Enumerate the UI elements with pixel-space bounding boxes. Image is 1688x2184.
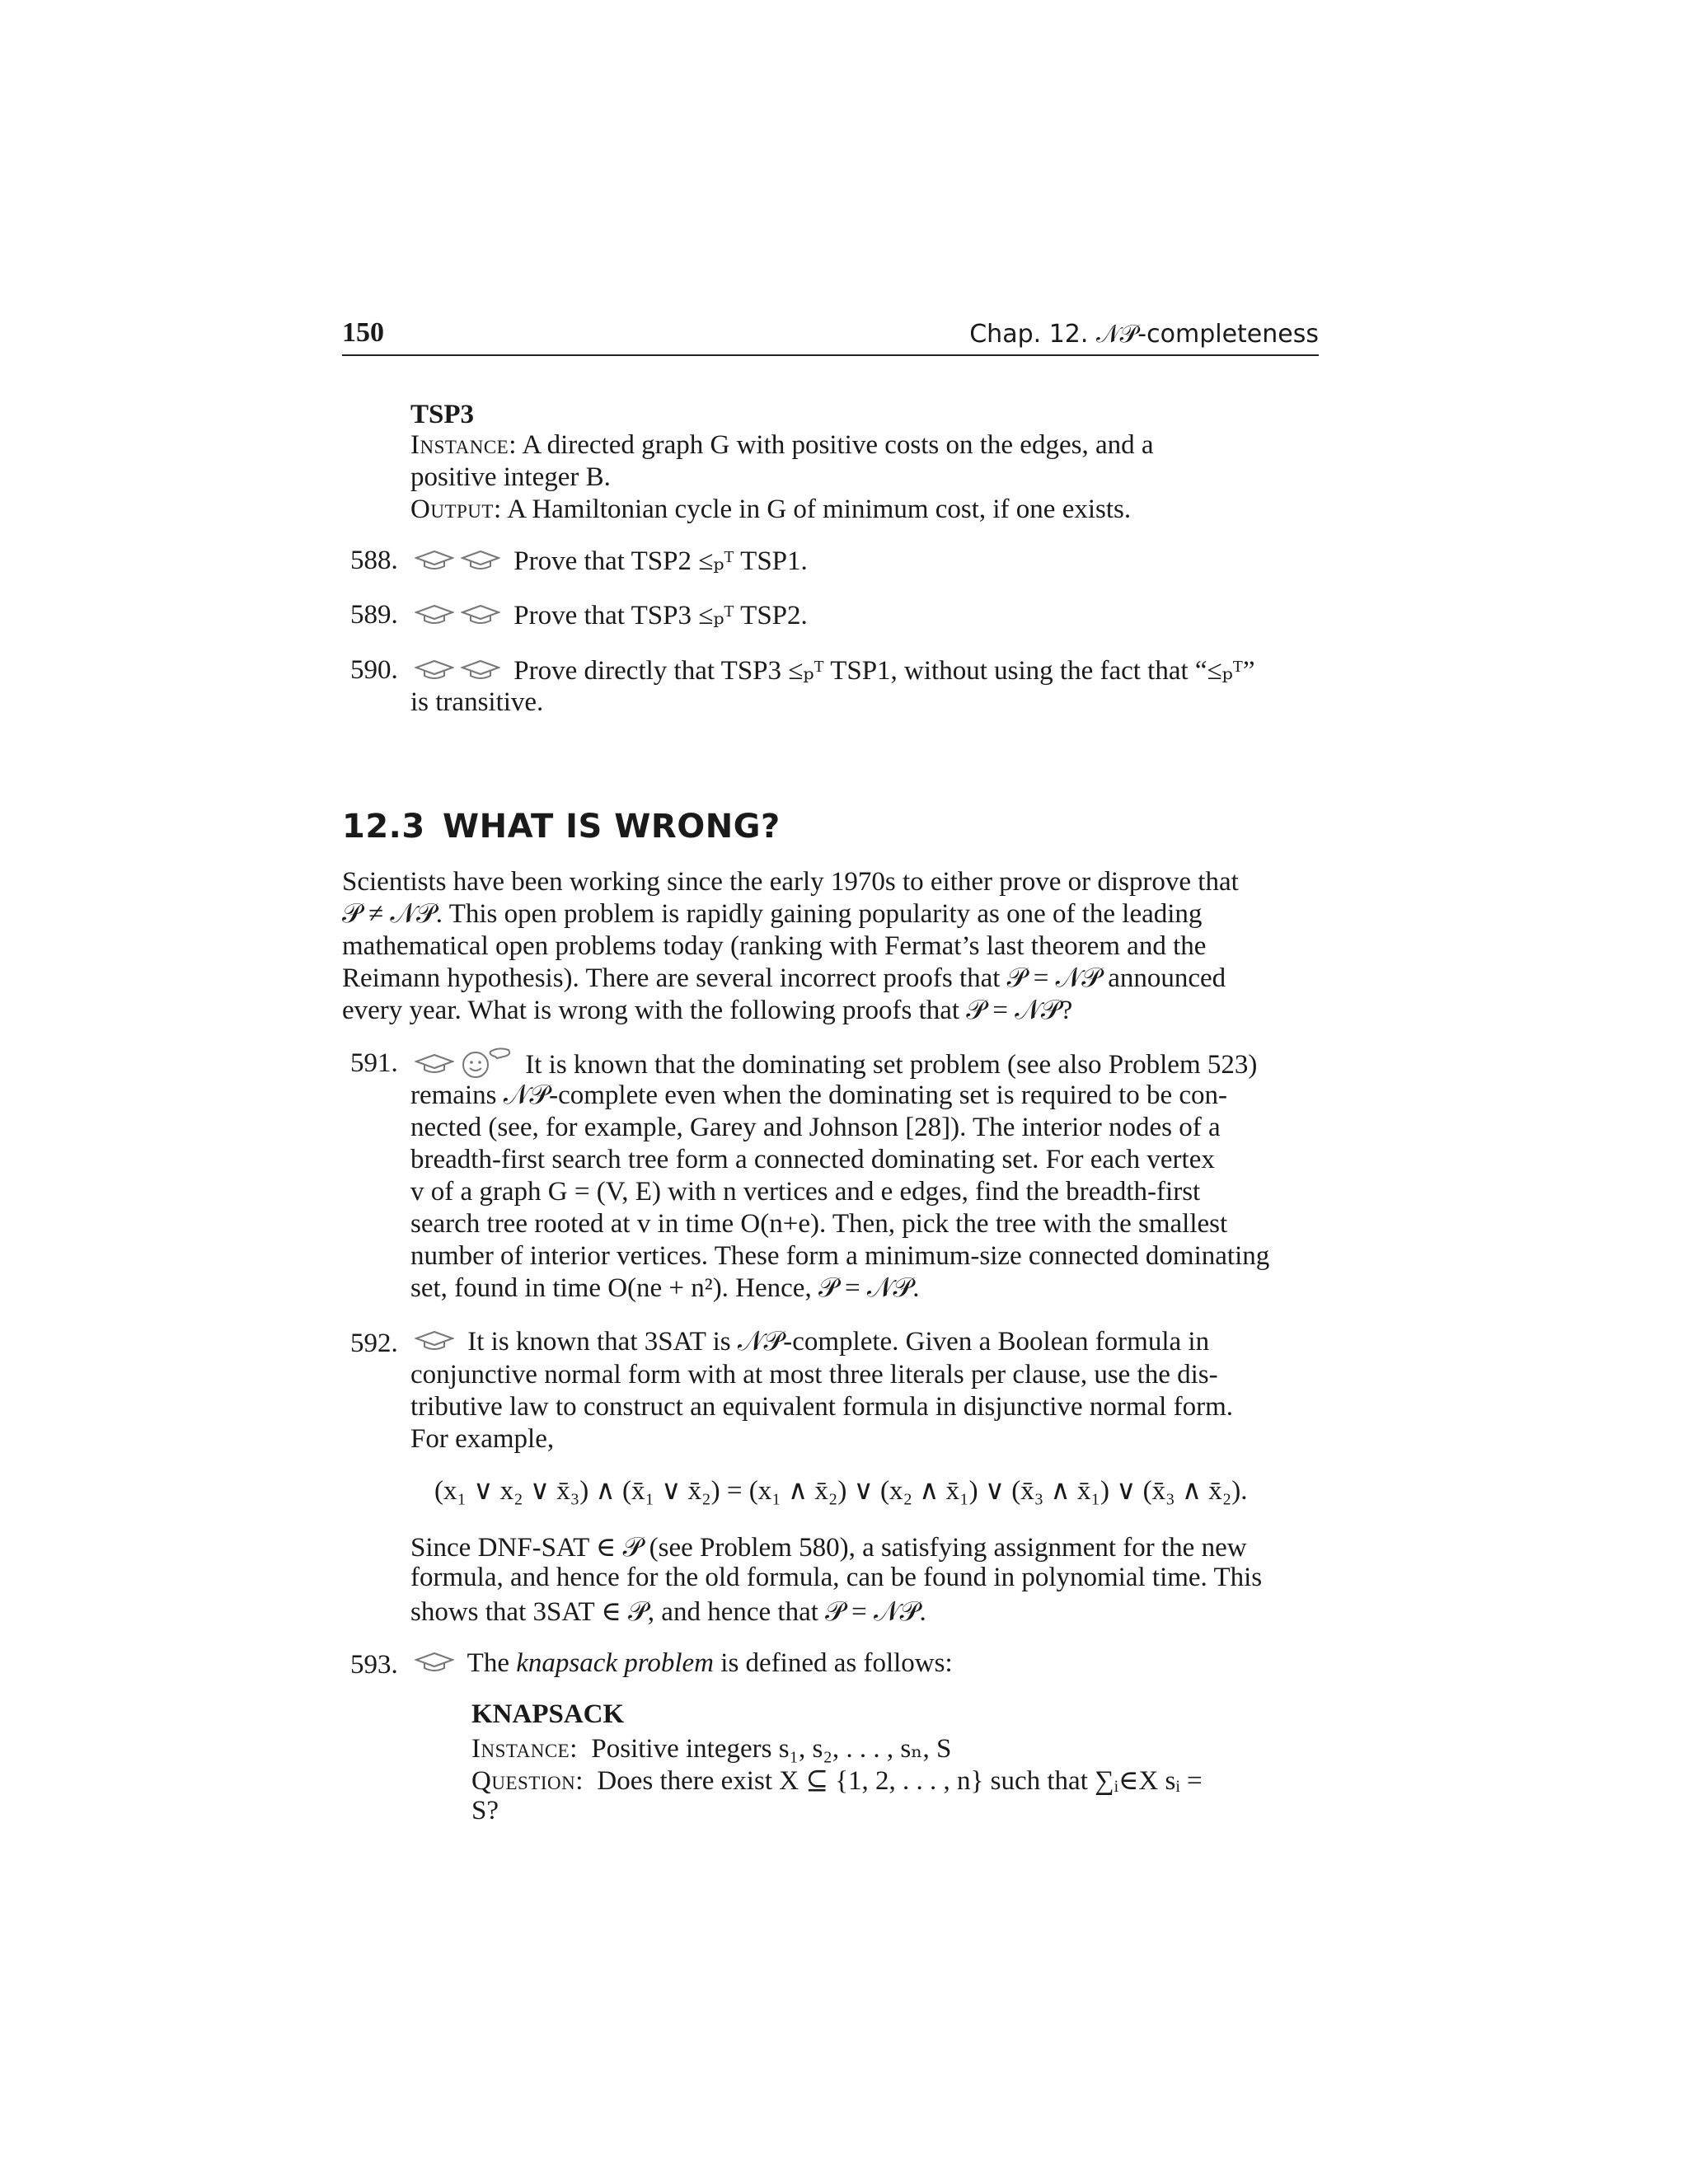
knapsack-question-cont: S? xyxy=(471,1796,499,1825)
mortarboard-icon xyxy=(461,602,500,633)
section-title: WHAT IS WRONG? xyxy=(443,808,781,846)
mortarboard-icon xyxy=(415,1329,454,1359)
intro-line: every year. What is wrong with the following proofs that 𝒫 = 𝒩𝒫? xyxy=(342,996,1073,1025)
tsp3-instance xyxy=(410,430,1153,461)
problem-592-line: conjunctive normal form with at most three literals per clause, use the dis- xyxy=(410,1360,1218,1390)
problem-590-cont: is transitive. xyxy=(410,687,544,717)
problem-593-pre: The xyxy=(467,1648,509,1678)
problem-592-after: Since DNF-SAT ∈ 𝒫 (see Problem 580), a satisfying assignment for the new xyxy=(410,1533,1247,1563)
problem-591-line: set, found in time O(ne + n²). Hence, 𝒫 = 𝒩𝒫. xyxy=(410,1273,920,1303)
mortarboard-icon xyxy=(415,1650,454,1680)
tsp3-title: TSP3 xyxy=(410,400,475,429)
problem-number-591: 591. xyxy=(350,1048,398,1078)
page-number: 150 xyxy=(342,317,384,348)
knapsack-title: KNAPSACK xyxy=(471,1699,625,1729)
problem-588 xyxy=(415,544,808,579)
knapsack-term: knapsack problem xyxy=(516,1648,715,1678)
problem-number-593: 593. xyxy=(350,1650,398,1680)
knapsack-question xyxy=(471,1764,1203,1797)
problem-590 xyxy=(415,654,1254,688)
problem-592-first xyxy=(415,1327,1209,1359)
problem-591-line: number of interior vertices. These form a minimum-size connected dominating xyxy=(410,1241,1270,1271)
problem-591-line: breadth-first search tree form a connected dominating set. For each vertex xyxy=(410,1145,1215,1174)
problem-592-line: For example, xyxy=(410,1424,555,1454)
chapter-header: Chap. 12. 𝒩𝒫-completeness xyxy=(969,320,1319,349)
mortarboard-icon xyxy=(415,602,454,633)
dnf-equation: (x₁ ∨ x₂ ∨ x̄₃) ∧ (x̄₁ ∨ x̄₂) = (x₁ ∧ x̄₂) ∨ (x₂ ∧ x̄₁) ∨ (x̄₃ ∧ x̄₁) ∨ (x̄₃ ∧ x̄₂). xyxy=(434,1476,1248,1506)
problem-589 xyxy=(415,598,808,633)
knapsack-instance xyxy=(471,1732,951,1765)
instance-text: Positive integers s₁, s₂, . . . , sₙ, S xyxy=(591,1734,952,1764)
instance-text: A directed graph G with positive costs on the edges, and a xyxy=(522,430,1154,460)
problem-number-588: 588. xyxy=(350,546,398,575)
problem-592-after: shows that 3SAT ∈ 𝒫, and hence that 𝒫 = 𝒩𝒫. xyxy=(410,1597,926,1627)
problem-591-line: It is known that the dominating set problem (see also Problem 523) xyxy=(525,1050,1258,1080)
problem-591-line: nected (see, for example, Garey and Johnson [28]). The interior nodes of a xyxy=(410,1113,1221,1142)
problem-591-line: v of a graph G = (V, E) with n vertices and e edges, find the breadth-first xyxy=(410,1177,1201,1207)
mortarboard-icon xyxy=(415,658,454,688)
problem-number-589: 589. xyxy=(350,600,398,630)
problem-592-after: formula, and hence for the old formula, can be found in polynomial time. This xyxy=(410,1563,1263,1592)
problem-589-text: Prove that TSP3 ≤ₚᵀ TSP2. xyxy=(513,601,808,630)
intro-line: Reimann hypothesis). There are several incorrect proofs that 𝒫 = 𝒩𝒫 announced xyxy=(342,963,1226,993)
problem-592-line: It is known that 3SAT is 𝒩𝒫-complete. Given a Boolean formula in xyxy=(467,1327,1210,1357)
problem-590-text: Prove directly that TSP3 ≤ₚᵀ TSP1, without using the fact that “≤ₚᵀ” xyxy=(513,656,1255,686)
problem-591-line: search tree rooted at v in time O(n+e). Then, pick the tree with the smallest xyxy=(410,1209,1228,1239)
mortarboard-icon xyxy=(461,658,500,688)
mortarboard-icon xyxy=(461,548,500,579)
intro-line: mathematical open problems today (ranking with Fermat’s last theorem and the xyxy=(342,931,1207,961)
intro-line: 𝒫 ≠ 𝒩𝒫. This open problem is rapidly gaining popularity as one of the leading xyxy=(342,899,1203,929)
question-label: Question: xyxy=(471,1766,584,1796)
problem-588-text: Prove that TSP2 ≤ₚᵀ TSP1. xyxy=(513,546,808,576)
mortarboard-icon xyxy=(415,1052,454,1082)
problem-number-592: 592. xyxy=(350,1329,398,1358)
tsp3-output xyxy=(410,494,1131,525)
tsp3-instance-cont: positive integer B. xyxy=(410,462,611,492)
intro-line: Scientists have been working since the early 1970s to either prove or disprove that xyxy=(342,867,1239,897)
instance-label: Instance: xyxy=(471,1734,578,1764)
problem-number-590: 590. xyxy=(350,655,398,685)
section-heading xyxy=(342,808,781,846)
instance-label: Instance: xyxy=(410,430,517,460)
output-label: Output: xyxy=(410,494,502,524)
section-number: 12.3 xyxy=(342,808,425,846)
problem-592-line: tributive law to construct an equivalent formula in disjunctive normal form. xyxy=(410,1392,1233,1422)
header-rule xyxy=(342,354,1319,356)
problem-593-first xyxy=(415,1648,953,1680)
output-text: A Hamiltonian cycle in G of minimum cost, if one exists. xyxy=(507,494,1132,524)
question-text: Does there exist X ⊆ {1, 2, . . . , n} such that ∑ᵢ∈X sᵢ = xyxy=(597,1766,1203,1796)
problem-591-line: remains 𝒩𝒫-complete even when the dominating set is required to be con- xyxy=(410,1080,1228,1110)
mortarboard-icon xyxy=(415,548,454,579)
problem-593-post: is defined as follows: xyxy=(720,1648,953,1678)
